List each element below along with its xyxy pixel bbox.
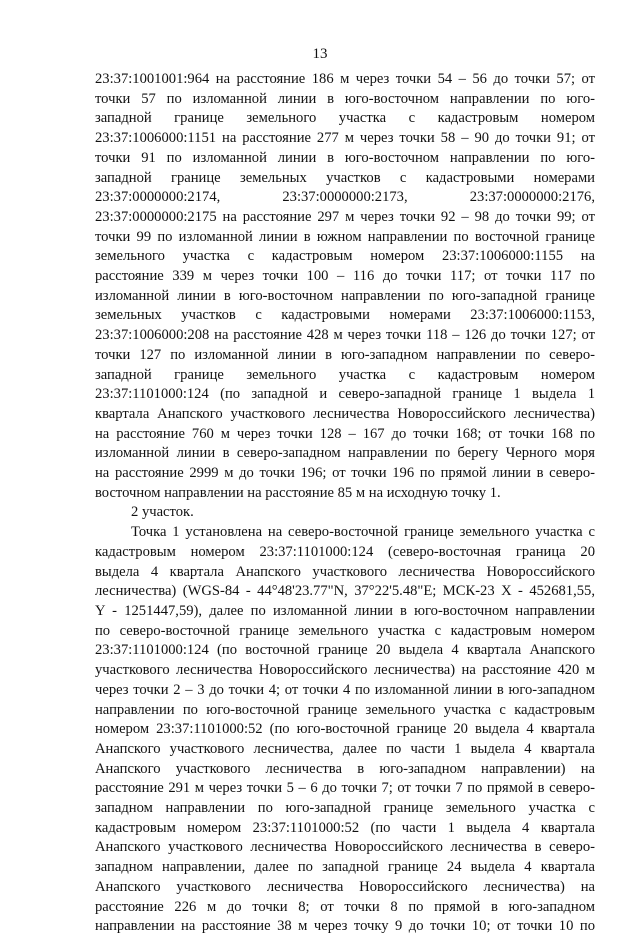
text-line: точки 127 по изломанной линии в юго-западном направлении по северо- [95, 346, 595, 363]
text-line: западном направлении по юго-западной границе земельного участка с [95, 800, 595, 817]
text-line: земельного участка с кадастровым номером 23:37:1006000:1155 на [95, 248, 595, 265]
text-line: точки 91 по изломанной линии в юго-восточном направлении по юго- [95, 149, 595, 166]
paragraph-last-line: восточном направлении на расстояние 85 м на исходную точку 1. [95, 484, 501, 501]
text-line: квартала Анапского участкового лесничества Новороссийского лесничества) [95, 405, 595, 422]
text-line: точки 99 по изломанной линии в южном направлении по восточной границе [95, 228, 595, 245]
text-line: 23:37:0000000:2175 на расстояние 297 м через точки 92 – 98 до точки 99; от [95, 208, 595, 225]
document-body [95, 70, 595, 937]
text-line: выдела 4 квартала Анапского участкового лесничества Новороссийского [95, 563, 595, 580]
text-line: 23:37:0000000:2174, 23:37:0000000:2173, 23:37:0000000:2176, [95, 189, 595, 206]
text-line: на расстояние 2999 м до точки 196; от точки 196 по прямой линии в северо- [95, 465, 595, 482]
page-number: 13 [312, 46, 328, 62]
text-line: 23:37:1101000:124 (по восточной границе 20 выдела 4 квартала Анапского [95, 642, 595, 659]
text-line: направлении на расстояние 38 м через точку 9 до точки 10; от точки 10 по [95, 918, 595, 935]
text-line: Анапского участкового лесничества, далее по части 1 выдела 4 квартала [95, 740, 595, 757]
text-line: западной границе земельных участков с кадастровыми номерами [95, 169, 595, 186]
text-line: 23:37:1001001:964 на расстояние 186 м через точки 54 – 56 до точки 57; от [95, 71, 595, 87]
text-line: западной границе земельного участка с кадастровым номером [95, 110, 595, 127]
text-line: направлении по юго-восточной границе земельного участка с кадастровым [95, 701, 595, 718]
text-line: Анапского участкового лесничества Новороссийского лесничества в северо- [95, 839, 595, 856]
text-line: точки 57 по изломанной линии в юго-восточном направлении по юго- [95, 90, 595, 107]
text-line: 23:37:1101000:124 (по западной и северо-западной границе 1 выдела 1 [95, 386, 595, 403]
text-line: лесничества) (WGS-84 - 44°48'23.77"N, 37°22'5.48"E; МСК-23 X - 452681,55, [95, 583, 595, 600]
text-line: изломанной линии в северо-западном направлении по берегу Черного моря [95, 445, 595, 462]
text-line: Y - 1251447,59), далее по изломанной линии в юго-восточном направлении [95, 602, 595, 619]
text-line: кадастровым номером 23:37:1101000:52 (по части 1 выдела 4 квартала [95, 819, 595, 836]
text-line: западной границе земельного участка с кадастровым номером [95, 366, 595, 383]
text-line: номером 23:37:1101000:52 (по юго-восточной границе 20 выдела 4 квартала [95, 721, 595, 738]
section-heading: 2 участок. [131, 504, 194, 521]
text-line: через точки 2 – 3 до точки 4; от точки 4 по изломанной линии в юго-западном [95, 681, 595, 698]
text-line: 23:37:1006000:1151 на расстояние 277 м через точки 58 – 90 до точки 91; от [95, 130, 595, 147]
text-line: расстояние 226 м до точки 8; от точки 8 по прямой в юго-западном [95, 898, 595, 915]
text-line: на расстояние 760 м через точки 128 – 167 до точки 168; от точки 168 по [95, 425, 595, 442]
text-line: Анапского участкового лесничества Новороссийского лесничества) на [95, 878, 595, 895]
text-line: западном направлении, далее по западной границе 24 выдела 4 квартала [95, 859, 595, 876]
text-line: по северо-восточной границе земельного участка с кадастровым номером [95, 622, 595, 639]
text-line: расстояние 339 м через точки 100 – 116 до точки 117; от точки 117 по [95, 268, 595, 285]
text-line: земельных участков с кадастровыми номерами 23:37:1006000:1153, [95, 307, 595, 324]
text-line: Анапского участкового лесничества в юго-западном направлении) на [95, 760, 595, 777]
text-line: 23:37:1006000:208 на расстояние 428 м через точки 118 – 126 до точки 127; от [95, 327, 595, 344]
text-line: кадастровым номером 23:37:1101000:124 (северо-восточная граница 20 [95, 543, 595, 560]
paragraph-first-line: Точка 1 установлена на северо-восточной границе земельного участка с [131, 524, 595, 541]
text-line: изломанной линии в юго-восточном направлении по юго-западной границе [95, 287, 595, 304]
text-line: участкового лесничества Новороссийского лесничества) на расстояние 420 м [95, 662, 595, 679]
text-line: расстояние 291 м через точки 5 – 6 до точки 7; от точки 7 по прямой в северо- [95, 780, 595, 797]
